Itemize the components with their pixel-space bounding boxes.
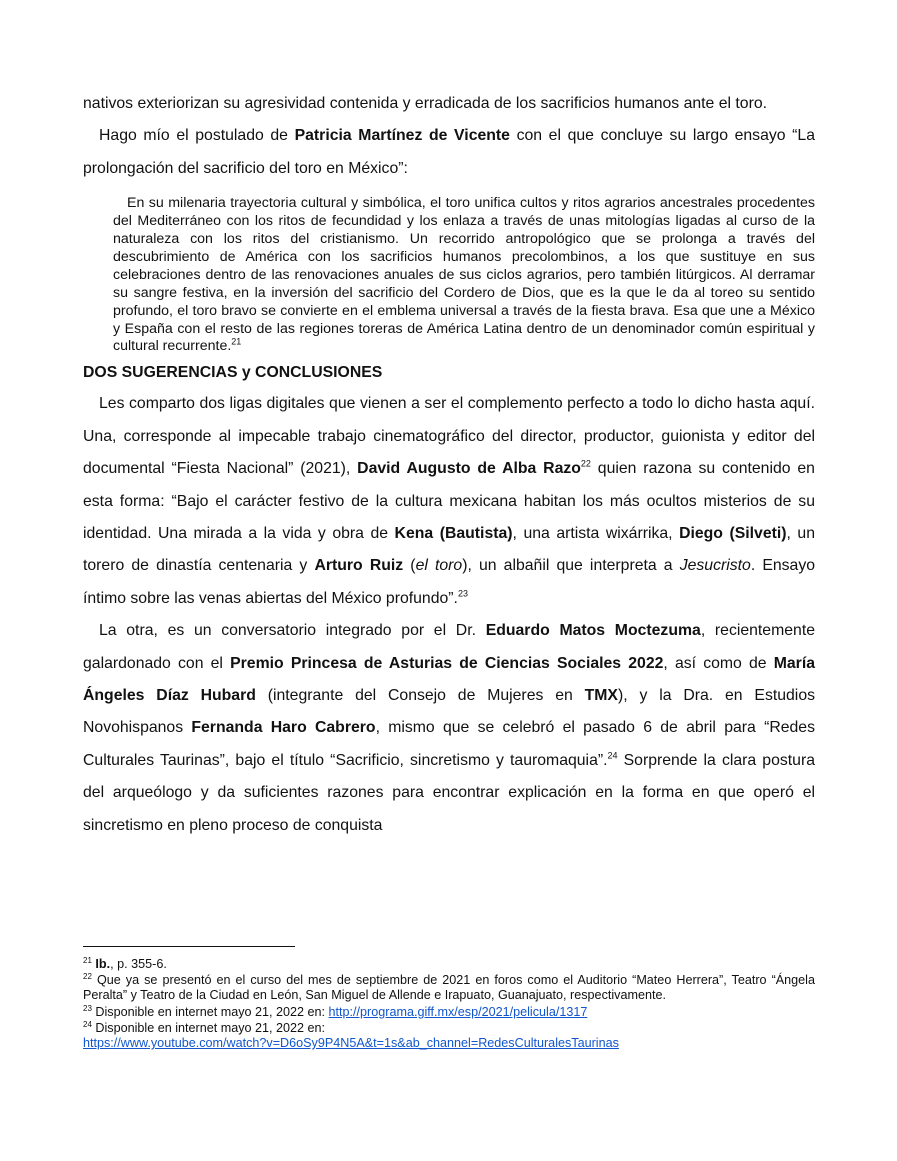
block-quote: En su milenaria trayectoria cultural y simbólica, el toro unifica cultos y ritos agrarios ancestrales procedentes del Mediterráneo con los ritos de fecundidad y los enlaza a través de unas mitologías ligadas al curso de la naturaleza con los ritos del cristianismo. Un recorrido antropológico que se prolonga a través del descubrimiento de América con los sacrificios humanos precolombinos, a los que sustituye en sus celebraciones dentro de las renovaciones anuales de sus ciclos agrarios, pero también litúrgicos. Al derramar su sangre festiva, en la inversión del sacrificio del Cordero de Dios, que es la que le da al toreo su sentido profundo, el toro bravo se convierte en el emblema universal a través de la fiesta brava. Esa que une a México y España con el resto de las regiones toreras de América Latina dentro de un denominador común espiritual y cultural recurrente.$^{21}$ xyxy=(113,195,815,355)
paragraph-3: Les comparto dos ligas digitales que vienen a ser el complemento perfecto a todo lo dicho hasta aquí. Una, corresponde al impecable trabajo cinematográfico del director, productor, guionista y editor del documental “Fiesta Nacional” (2021), David Augusto de Alba Razo$^{22}$ quien razona su contenido en esta forma: “Bajo el carácter festivo de la cultura mexicana habitan los más ocultos misterios de su identidad. Una mirada a la vida y obra de Kena (Bautista), una artista wixárrika, Diego (Silveti), un torero de dinastía centenaria y Arturo Ruiz (el toro), un albañil que interpreta a Jesucristo. Ensayo íntimo sobre las venas abiertas del México profundo”.$^{23}$ xyxy=(83,395,816,607)
footnotes xyxy=(83,957,815,1052)
footnote-ref-24[interactable]: 24 xyxy=(607,750,618,761)
paragraph-2: Hago mío el postulado de Patricia Martínez de Vicente con el que concluye su largo ensayo “La prolongación del sacrificio del toro en México”: xyxy=(83,127,815,177)
footnote-23: $^{23}$ Disponible en internet mayo 21, 2022 en: http://programa.giff.mx/esp/2021/pelicula/1317 xyxy=(83,1003,588,1019)
footnote-24-link[interactable]: https://www.youtube.com/watch?v=D6oSy9P4N5A&t=1s&ab_channel=RedesCulturalesTaurinas xyxy=(83,1036,619,1051)
footnote-ref-21[interactable]: 21 xyxy=(231,336,242,347)
footnote-21: $^{21}$ Ib., p. 355-6. xyxy=(83,955,167,971)
footnote-22: $^{22}$ Que ya se presentó en el curso del mes de septiembre de 2021 en foros como el Auditorio “Mateo Herrera”, Teatro “Ángela Peralta” y Teatro de la Ciudad en León, San Miguel de Allende e Irapuato, Guanajuato, respectivamente. xyxy=(83,972,815,1003)
document-body xyxy=(83,88,815,842)
footnote-divider xyxy=(83,946,295,947)
footnote-ref-22[interactable]: 22 xyxy=(580,458,591,469)
footnote-24: $^{24}$ Disponible en internet mayo 21, 2022 en: https://www.youtube.com/watch?v=D6oSy9P4N5A&t=1s&ab_channel=RedesCulturalesTaurinas xyxy=(83,1019,619,1051)
author-name: Patricia Martínez de Vicente xyxy=(294,127,510,145)
paragraph-4: La otra, es un conversatorio integrado por el Dr. Eduardo Matos Moctezuma, recientemente galardonado con el Premio Princesa de Asturias de Ciencias Sociales 2022, así como de María Ángeles Díaz Hubard (integrante del Consejo de Mujeres en TMX), y la Dra. en Estudios Novohispanos Fernanda Haro Cabrero, mismo que se celebró el pasado 6 de abril para “Redes Culturales Taurinas”, bajo el título “Sacrificio, sincretismo y tauromaquia”.$^{24}$ Sorprende la clara postura del arqueólogo y da suficientes razones para encontrar explicación en la forma en que operó el sincretismo en pleno proceso de conquista xyxy=(83,622,816,834)
section-heading: DOS SUGERENCIAS y CONCLUSIONES xyxy=(83,364,383,382)
footnote-23-link[interactable]: http://programa.giff.mx/esp/2021/pelicula/1317 xyxy=(328,1004,588,1019)
footnote-ref-23[interactable]: 23 xyxy=(457,588,468,599)
paragraph-1: nativos exteriorizan su agresividad contenida y erradicada de los sacrificios humanos ante el toro. xyxy=(83,95,768,112)
